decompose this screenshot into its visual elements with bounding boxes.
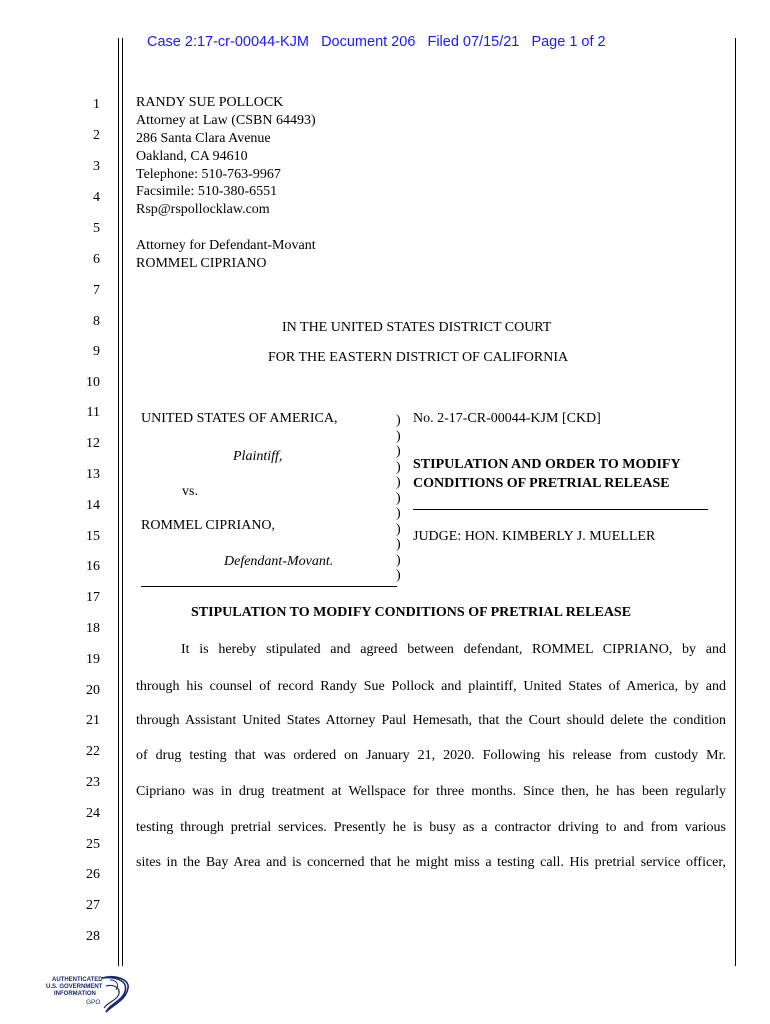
court-district: FOR THE EASTERN DISTRICT OF CALIFORNIA [268, 350, 569, 365]
line-number: 14 [86, 498, 100, 513]
attorney-name: RANDY SUE POLLOCK [136, 95, 284, 110]
line-number: 4 [93, 190, 100, 205]
case-number: No. 2-17-CR-00044-KJM [CKD] [413, 411, 601, 426]
line-number: 11 [86, 405, 100, 420]
attorney-city: Oakland, CA 94610 [136, 149, 248, 164]
left-margin-rule-2 [122, 38, 123, 966]
document-title-line-2: CONDITIONS OF PRETRIAL RELEASE [413, 476, 670, 491]
seal-text-2: U.S. GOVERNMENT [46, 984, 103, 990]
line-number: 10 [86, 375, 100, 390]
title-underline [413, 509, 708, 510]
line-number: 8 [93, 314, 100, 329]
body-line: It is hereby stipulated and agreed between defendant, ROMMEL CIPRIANO, by and [181, 642, 726, 657]
versus: vs. [182, 484, 198, 499]
line-number: 28 [86, 929, 100, 944]
seal-text-3: INFORMATION [54, 991, 96, 997]
line-number: 21 [86, 713, 100, 728]
case-header: Case 2:17-cr-00044-KJM Document 206 Filed 07/15/21 Page 1 of 2 [147, 34, 606, 50]
line-number: 18 [86, 621, 100, 636]
attorney-email: Rsp@rspollocklaw.com [136, 202, 270, 217]
defendant-role: Defendant-Movant. [224, 554, 334, 569]
line-number: 24 [86, 806, 100, 821]
caption-parenthesis-divider: ) ) ) ) ) ) ) ) ) ) ) [396, 413, 401, 583]
caption-left-underline [141, 586, 397, 587]
body-line: sites in the Bay Area and is concerned that he might miss a testing call. His pretrial service officer, [136, 855, 726, 870]
line-number: 23 [86, 775, 100, 790]
line-number: 17 [86, 590, 100, 605]
line-number: 2 [93, 128, 100, 143]
gpo-authentication-seal [44, 974, 134, 1016]
judge-name: JUDGE: HON. KIMBERLY J. MUELLER [413, 529, 656, 544]
attorney-street: 286 Santa Clara Avenue [136, 131, 271, 146]
line-number: 25 [86, 837, 100, 852]
line-number: 13 [86, 467, 100, 482]
right-margin-rule [735, 38, 736, 966]
body-line: testing through pretrial services. Presently he is busy as a contractor driving to and from various [136, 820, 726, 835]
plaintiff-role: Plaintiff, [233, 449, 283, 464]
line-number: 6 [93, 252, 100, 267]
body-line: through his counsel of record Randy Sue Pollock and plaintiff, United States of America, by and [136, 679, 726, 694]
court-name: IN THE UNITED STATES DISTRICT COURT [282, 320, 552, 335]
line-number: 19 [86, 652, 100, 667]
line-number: 15 [86, 529, 100, 544]
seal-text-1: AUTHENTICATED [52, 977, 103, 983]
line-number: 27 [86, 898, 100, 913]
document-title-line-1: STIPULATION AND ORDER TO MODIFY [413, 457, 681, 472]
line-number: 3 [93, 159, 100, 174]
attorney-role: Attorney for Defendant-Movant [136, 238, 316, 253]
body-line: through Assistant United States Attorney Paul Hemesath, that the Court should delete the condition [136, 713, 726, 728]
seal-text-4: GPO [86, 999, 101, 1006]
attorney-client: ROMMEL CIPRIANO [136, 256, 267, 271]
attorney-telephone: Telephone: 510-763-9967 [136, 167, 281, 182]
line-number: 9 [93, 344, 100, 359]
line-number: 26 [86, 867, 100, 882]
attorney-facsimile: Facsimile: 510-380-6551 [136, 184, 278, 199]
left-margin-rule-1 [118, 38, 119, 966]
section-title: STIPULATION TO MODIFY CONDITIONS OF PRETRIAL RELEASE [191, 605, 632, 620]
line-number: 1 [93, 97, 100, 112]
plaintiff-name: UNITED STATES OF AMERICA, [141, 411, 338, 426]
defendant-name: ROMMEL CIPRIANO, [141, 518, 276, 533]
body-line: Cipriano was in drug treatment at Wellspace for three months. Since then, he has been regularly [136, 784, 726, 799]
line-number: 5 [93, 221, 100, 236]
line-number: 16 [86, 559, 100, 574]
line-number: 12 [86, 436, 100, 451]
line-number: 7 [93, 283, 100, 298]
line-number: 20 [86, 683, 100, 698]
line-number: 22 [86, 744, 100, 759]
attorney-bar-number: Attorney at Law (CSBN 64493) [136, 113, 316, 128]
body-line: of drug testing that was ordered on January 21, 2020. Following his release from custody Mr. [136, 748, 726, 763]
